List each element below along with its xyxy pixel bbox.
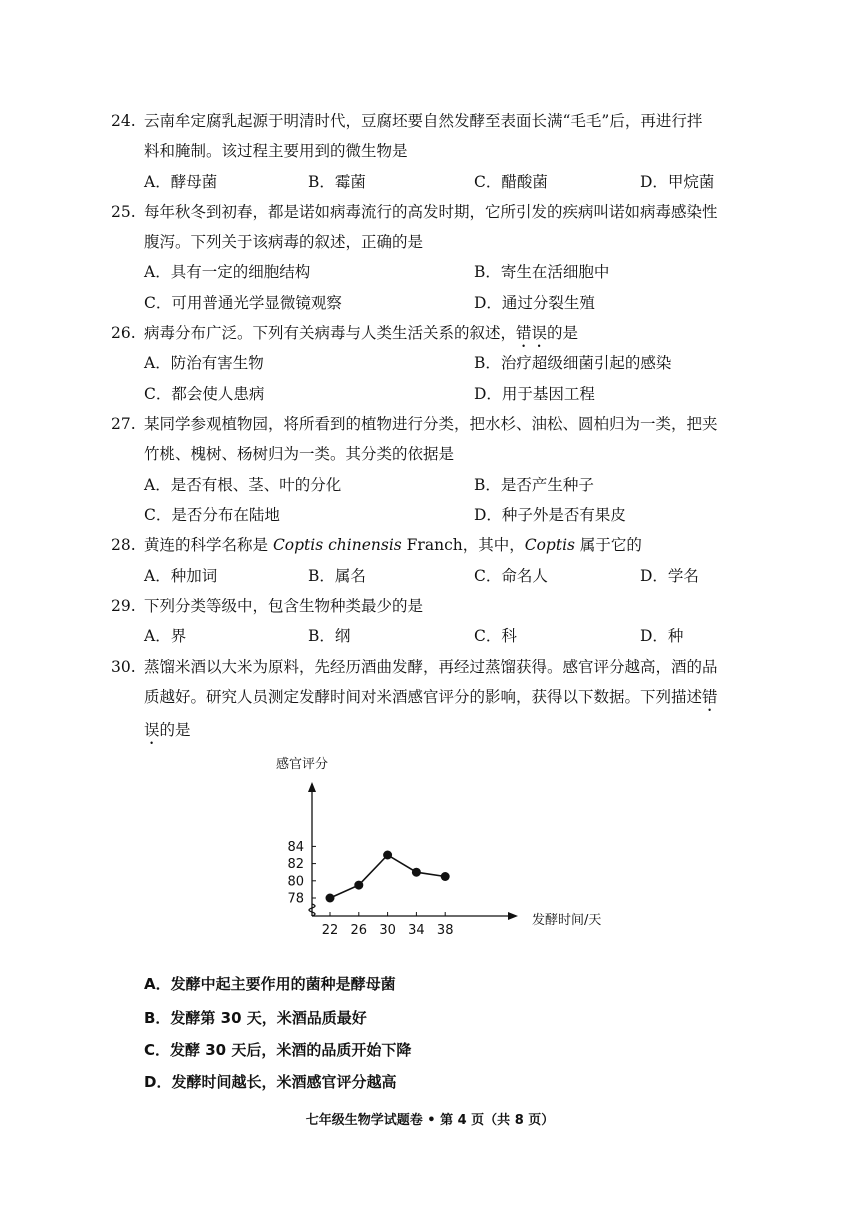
option-a: A．界 [144, 627, 187, 645]
option-b: B．属名 [308, 567, 366, 585]
option-d: D．种 [640, 627, 684, 645]
question-number: 30. [111, 658, 136, 676]
option-a: A．种加词 [144, 567, 218, 585]
y-tick-label: 82 [287, 857, 304, 873]
question-text-line1: 云南牟定腐乳起源于明清时代，豆腐坯要自然发酵至表面长满“毛毛”后，再进行拌 [144, 112, 703, 130]
question-text-line3b: 的是 [159, 721, 191, 739]
question-text-line1: 每年秋冬到初春，都是诺如病毒流行的高发时期，它所引发的疾病叫诺如病毒感染性 [144, 203, 718, 221]
question-number: 27. [111, 415, 136, 433]
x-tick-label: 26 [350, 923, 368, 938]
x-axis-arrow [508, 912, 518, 920]
question-text-a: 黄连的科学名称是 [144, 536, 273, 554]
page-footer: 七年级生物学试题卷 • 第 4 页（共 8 页） [305, 1113, 555, 1128]
question-text-line1: 下列分类等级中，包含生物种类最少的是 [144, 597, 424, 615]
option-d: D．甲烷菌 [640, 173, 715, 191]
question-28 [111, 530, 761, 560]
y-tick-label: 78 [287, 891, 304, 907]
option-b: B．寄生在活细胞中 [474, 263, 610, 281]
option-a: A．是否有根、茎、叶的分化 [144, 476, 342, 494]
option-d: D．发酵时间越长，米酒感官评分越高 [144, 1073, 397, 1091]
x-axis-label: 发酵时间/天 [532, 913, 602, 928]
question-text-b: Franch，其中， [401, 536, 525, 554]
question-27 [111, 409, 761, 469]
y-tick-label: 80 [287, 874, 304, 890]
question-number: 24. [111, 112, 136, 130]
x-tick-label: 22 [321, 923, 339, 938]
question-number: 28. [111, 536, 136, 554]
question-text-line2a: 质越好。研究人员测定发酵时间对米酒感官评分的影响，获得以下数据。下列描述 [144, 688, 703, 706]
x-tick-label: 34 [408, 923, 425, 938]
y-tick-label: 84 [287, 839, 304, 855]
question-25 [111, 197, 761, 257]
data-point [441, 872, 450, 881]
question-30 [111, 652, 761, 748]
option-a: A．发酵中起主要作用的菌种是酵母菌 [144, 975, 396, 993]
emphasis-text: 错误 [516, 324, 548, 342]
option-d: D．通过分裂生殖 [474, 294, 595, 312]
question-text-b: 的是 [547, 324, 579, 342]
y-axis-label: 感官评分 [276, 757, 329, 772]
option-c: C．都会使人患病 [144, 385, 265, 403]
question-text-line3 [111, 715, 761, 748]
option-c: C．命名人 [474, 567, 548, 585]
option-d: D．种子外是否有果皮 [474, 506, 626, 524]
question-text-c: 属于它的 [575, 536, 642, 554]
option-c: C．是否分布在陆地 [144, 506, 280, 524]
data-point [354, 881, 363, 890]
y-axis-arrow [308, 782, 316, 792]
option-c: C．发酵 30 天后，米酒的品质开始下降 [144, 1041, 412, 1059]
series-line [330, 855, 445, 898]
emphasis-text: 误 [144, 721, 160, 739]
genus-name: Coptis [524, 536, 575, 554]
scientific-name: Coptis chinensis [272, 536, 402, 554]
question-24 [111, 106, 761, 166]
option-c: C．可用普通光学显微镜观察 [144, 294, 342, 312]
option-a: A．防治有害生物 [144, 354, 264, 372]
data-point [383, 851, 392, 860]
option-c: C．科 [474, 627, 517, 645]
line-chart [270, 748, 630, 938]
question-26 [111, 318, 761, 351]
question-number: 26. [111, 324, 136, 342]
option-b: B．治疗超级细菌引起的感染 [474, 354, 672, 372]
question-text-a: 病毒分布广泛。下列有关病毒与人类生活关系的叙述， [144, 324, 517, 342]
question-text-line2: 竹桃、槐树、杨树归为一类。其分类的依据是 [144, 445, 455, 463]
question-text-line1: 蒸馏米酒以大米为原料，先经历酒曲发酵，再经过蒸馏获得。感官评分越高，酒的品 [144, 658, 718, 676]
option-b: B．纲 [308, 627, 351, 645]
x-tick-label: 30 [379, 923, 396, 938]
x-tick-label: 38 [436, 923, 454, 938]
option-c: C．醋酸菌 [474, 173, 548, 191]
question-text-line2 [111, 682, 761, 715]
data-point [326, 894, 335, 903]
option-a: A．具有一定的细胞结构 [144, 263, 311, 281]
option-a: A．酵母菌 [144, 173, 218, 191]
question-number: 25. [111, 203, 136, 221]
data-point [412, 868, 421, 877]
emphasis-text: 错 [702, 688, 718, 706]
option-d: D．学名 [640, 567, 699, 585]
question-text-line2: 腹泻。下列关于该病毒的叙述，正确的是 [144, 233, 424, 251]
question-text-line2: 料和腌制。该过程主要用到的微生物是 [144, 142, 408, 160]
option-b: B．是否产生种子 [474, 476, 594, 494]
question-text-line1: 某同学参观植物园，将所看到的植物进行分类，把水杉、油松、圆柏归为一类，把夹 [144, 415, 718, 433]
option-b: B．发酵第 30 天，米酒品质最好 [144, 1009, 367, 1027]
chart-layer [287, 782, 518, 938]
question-number: 29. [111, 597, 136, 615]
option-b: B．霉菌 [308, 173, 366, 191]
question-29 [111, 591, 761, 621]
option-d: D．用于基因工程 [474, 385, 595, 403]
